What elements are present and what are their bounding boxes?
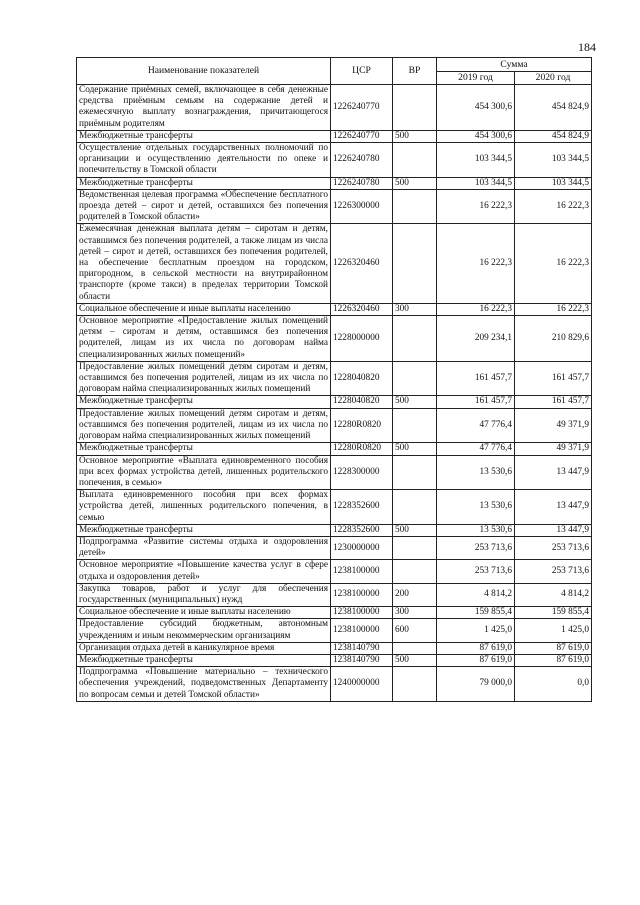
row-sum-2020: 253 713,6 <box>515 536 592 559</box>
row-sum-2020: 103 344,5 <box>515 177 592 189</box>
row-sum-2020: 16 222,3 <box>515 303 592 315</box>
table-row <box>77 619 592 642</box>
row-vr <box>393 85 437 131</box>
row-name: Подпрограмма «Повышение материально – технического обеспечения учреждений, подведомственных Департаменту по вопросам семьи и детей Томской области» <box>77 667 331 702</box>
row-name: Межбюджетные трансферты <box>77 524 331 536</box>
row-vr <box>393 143 437 178</box>
budget-table <box>76 57 592 702</box>
table-row <box>77 524 592 536</box>
header-vr: ВР <box>393 58 437 85</box>
table-row <box>77 607 592 619</box>
row-sum-2019: 13 530,6 <box>437 490 515 525</box>
row-csr: 1238140790 <box>331 642 393 654</box>
table-row <box>77 583 592 606</box>
row-vr: 500 <box>393 443 437 455</box>
row-sum-2019: 454 300,6 <box>437 85 515 131</box>
row-sum-2020: 159 855,4 <box>515 607 592 619</box>
row-sum-2019: 16 222,3 <box>437 224 515 303</box>
row-name: Предоставление субсидий бюджетным, автономным учреждениям и иным некоммерческим организациям <box>77 619 331 642</box>
row-sum-2020: 4 814,2 <box>515 583 592 606</box>
header-year-2019: 2019 год <box>437 71 515 85</box>
row-vr <box>393 361 437 396</box>
row-name: Содержание приёмных семей, включающее в себя денежные средства приёмным семьям на содержание детей и ежемесячную выплату вознаграждения, причитающегося приёмным родителям <box>77 85 331 131</box>
row-csr: 1226320460 <box>331 303 393 315</box>
table-row <box>77 143 592 178</box>
row-sum-2020: 0,0 <box>515 667 592 702</box>
table-row <box>77 455 592 490</box>
row-csr: 1226300000 <box>331 189 393 224</box>
row-sum-2019: 47 776,4 <box>437 408 515 443</box>
row-name: Предоставление жилых помещений детям сиротам и детям, оставшимся без попечения родителей, лицам из их числа по договорам найма специализированных жилых помещений <box>77 361 331 396</box>
row-sum-2020: 161 457,7 <box>515 396 592 408</box>
row-sum-2020: 13 447,9 <box>515 524 592 536</box>
row-name: Основное мероприятие «Выплата единовременного пособия при всех формах устройства детей, лишенных родительского попечения, в семью» <box>77 455 331 490</box>
row-vr <box>393 316 437 362</box>
header-name: Наименование показателей <box>77 58 331 85</box>
row-vr <box>393 408 437 443</box>
row-sum-2019: 1 425,0 <box>437 619 515 642</box>
row-csr: 1228300000 <box>331 455 393 490</box>
table-row <box>77 303 592 315</box>
row-csr: 1228040820 <box>331 396 393 408</box>
table-row <box>77 224 592 303</box>
row-sum-2020: 210 829,6 <box>515 316 592 362</box>
row-sum-2020: 16 222,3 <box>515 224 592 303</box>
table-body <box>77 85 592 702</box>
row-vr <box>393 642 437 654</box>
row-csr: 1226320460 <box>331 224 393 303</box>
row-sum-2020: 87 619,0 <box>515 654 592 666</box>
page-number: 184 <box>578 40 596 54</box>
row-vr: 500 <box>393 396 437 408</box>
row-sum-2020: 253 713,6 <box>515 560 592 583</box>
row-vr <box>393 224 437 303</box>
row-sum-2019: 47 776,4 <box>437 443 515 455</box>
table-row <box>77 189 592 224</box>
row-vr <box>393 490 437 525</box>
row-name: Межбюджетные трансферты <box>77 396 331 408</box>
row-vr <box>393 536 437 559</box>
table-row <box>77 85 592 131</box>
row-sum-2019: 253 713,6 <box>437 536 515 559</box>
row-csr: 1230000000 <box>331 536 393 559</box>
row-name: Предоставление жилых помещений детям сиротам и детям, оставшимся без попечения родителей, лицам из их числа по договорам найма специализированных жилых помещений <box>77 408 331 443</box>
row-name: Выплата единовременного пособия при всех формах устройства детей, лишенных родительского попечения, в семью <box>77 490 331 525</box>
row-sum-2020: 454 824,9 <box>515 130 592 142</box>
header-year-2020: 2020 год <box>515 71 592 85</box>
header-sum: Сумма <box>437 58 592 72</box>
row-sum-2019: 16 222,3 <box>437 189 515 224</box>
table-row <box>77 536 592 559</box>
row-name: Закупка товаров, работ и услуг для обеспечения государственных (муниципальных) нужд <box>77 583 331 606</box>
row-csr: 1238140790 <box>331 654 393 666</box>
row-sum-2020: 454 824,9 <box>515 85 592 131</box>
row-sum-2019: 253 713,6 <box>437 560 515 583</box>
row-csr: 1226240780 <box>331 177 393 189</box>
row-vr <box>393 667 437 702</box>
row-name: Подпрограмма «Развитие системы отдыха и оздоровления детей» <box>77 536 331 559</box>
row-vr: 500 <box>393 654 437 666</box>
row-csr: 1238100000 <box>331 607 393 619</box>
table-row <box>77 654 592 666</box>
row-sum-2019: 13 530,6 <box>437 524 515 536</box>
table-row <box>77 396 592 408</box>
table-row <box>77 361 592 396</box>
row-sum-2020: 13 447,9 <box>515 490 592 525</box>
row-csr: 1226240770 <box>331 130 393 142</box>
table-row <box>77 130 592 142</box>
table-row <box>77 667 592 702</box>
table-row <box>77 642 592 654</box>
row-csr: 1238100000 <box>331 619 393 642</box>
table-row <box>77 316 592 362</box>
row-sum-2020: 16 222,3 <box>515 189 592 224</box>
row-csr: 1228352600 <box>331 524 393 536</box>
row-sum-2019: 103 344,5 <box>437 177 515 189</box>
table-row <box>77 490 592 525</box>
row-csr: 1240000000 <box>331 667 393 702</box>
table-row <box>77 177 592 189</box>
row-sum-2019: 209 234,1 <box>437 316 515 362</box>
row-sum-2019: 4 814,2 <box>437 583 515 606</box>
row-vr: 300 <box>393 303 437 315</box>
row-sum-2019: 87 619,0 <box>437 654 515 666</box>
row-sum-2020: 161 457,7 <box>515 361 592 396</box>
row-name: Социальное обеспечение и иные выплаты населению <box>77 303 331 315</box>
row-vr: 500 <box>393 177 437 189</box>
row-name: Организация отдыха детей в каникулярное время <box>77 642 331 654</box>
row-vr <box>393 189 437 224</box>
row-name: Межбюджетные трансферты <box>77 130 331 142</box>
row-sum-2019: 159 855,4 <box>437 607 515 619</box>
row-vr: 600 <box>393 619 437 642</box>
row-vr <box>393 560 437 583</box>
row-csr: 12280R0820 <box>331 408 393 443</box>
row-vr: 500 <box>393 524 437 536</box>
row-name: Основное мероприятие «Предоставление жилых помещений детям – сиротам и детям, оставшимся без попечения родителей, лицам из их числа по договорам найма специализированных жилых помещений» <box>77 316 331 362</box>
row-name: Основное мероприятие «Повышение качества услуг в сфере отдыха и оздоровления детей» <box>77 560 331 583</box>
row-sum-2019: 454 300,6 <box>437 130 515 142</box>
row-csr: 1228000000 <box>331 316 393 362</box>
row-sum-2019: 87 619,0 <box>437 642 515 654</box>
row-name: Межбюджетные трансферты <box>77 177 331 189</box>
header-csr: ЦСР <box>331 58 393 85</box>
table-row <box>77 560 592 583</box>
row-name: Осуществление отдельных государственных полномочий по организации и осуществлению деятельности по опеке и попечительству в Томской области <box>77 143 331 178</box>
table-row <box>77 408 592 443</box>
row-sum-2019: 13 530,6 <box>437 455 515 490</box>
row-sum-2019: 16 222,3 <box>437 303 515 315</box>
row-csr: 1228040820 <box>331 361 393 396</box>
row-sum-2019: 103 344,5 <box>437 143 515 178</box>
row-sum-2020: 13 447,9 <box>515 455 592 490</box>
row-csr: 12280R0820 <box>331 443 393 455</box>
row-vr: 500 <box>393 130 437 142</box>
row-sum-2020: 87 619,0 <box>515 642 592 654</box>
table-row <box>77 443 592 455</box>
row-vr: 300 <box>393 607 437 619</box>
row-sum-2019: 161 457,7 <box>437 396 515 408</box>
row-sum-2020: 1 425,0 <box>515 619 592 642</box>
row-csr: 1238100000 <box>331 583 393 606</box>
row-name: Межбюджетные трансферты <box>77 443 331 455</box>
row-sum-2020: 49 371,9 <box>515 443 592 455</box>
row-csr: 1228352600 <box>331 490 393 525</box>
row-csr: 1226240770 <box>331 85 393 131</box>
row-sum-2020: 103 344,5 <box>515 143 592 178</box>
row-csr: 1226240780 <box>331 143 393 178</box>
row-csr: 1238100000 <box>331 560 393 583</box>
row-vr: 200 <box>393 583 437 606</box>
row-name: Межбюджетные трансферты <box>77 654 331 666</box>
row-vr <box>393 455 437 490</box>
row-sum-2020: 49 371,9 <box>515 408 592 443</box>
row-name: Ежемесячная денежная выплата детям – сиротам и детям, оставшимся без попечения родителей, а также лицам из числа детей – сирот и детей, оставшихся без попечения родителей, на обеспечение бесплатным проездом на городском, пригородном, в сельской местности на внутрирайонном транспорте (кроме такси) в пределах территории Томской области <box>77 224 331 303</box>
row-name: Ведомственная целевая программа «Обеспечение бесплатного проезда детей – сирот и детей, оставшихся без попечения родителей в Томской области» <box>77 189 331 224</box>
row-name: Социальное обеспечение и иные выплаты населению <box>77 607 331 619</box>
row-sum-2019: 161 457,7 <box>437 361 515 396</box>
row-sum-2019: 79 000,0 <box>437 667 515 702</box>
